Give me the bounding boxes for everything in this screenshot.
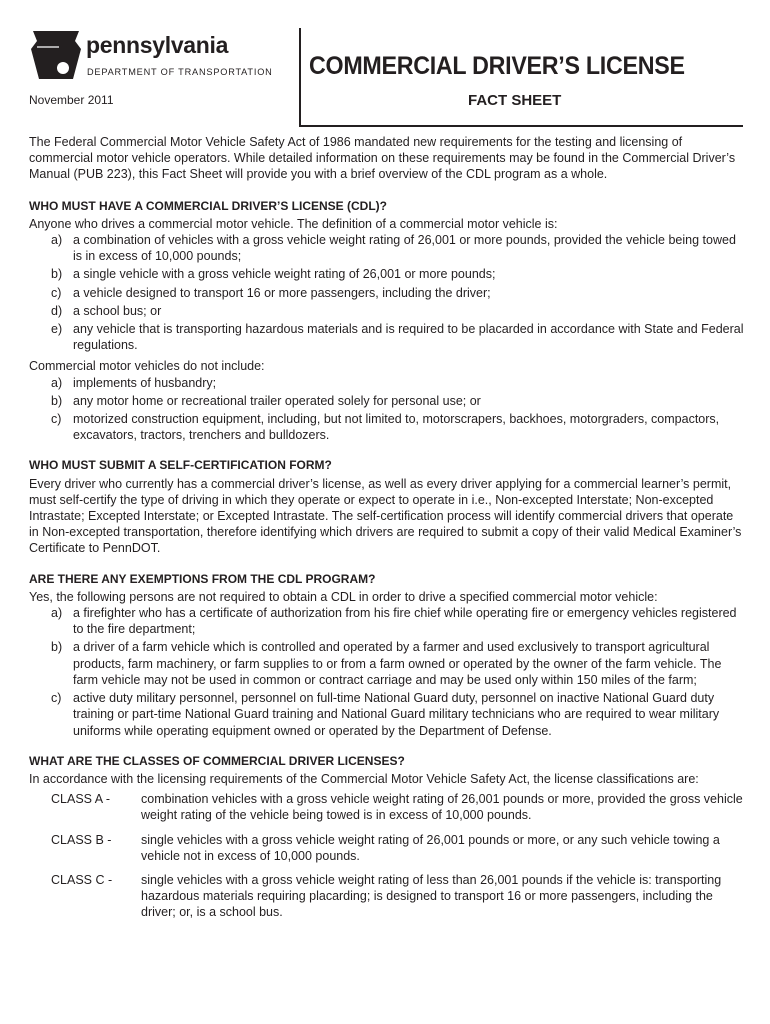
class-item — [51, 832, 745, 864]
brand-name: pennsylvania — [86, 32, 229, 58]
definition-list — [29, 232, 745, 353]
class-item — [51, 791, 745, 823]
class-label: CLASS B - — [51, 832, 112, 847]
class-label: CLASS C - — [51, 872, 113, 887]
list-item-text: active duty military personnel, personnel on full-time National Guard duty, personnel on inactive National Guard duty training or part-time National Guard training and National Guard military technicians who are required to wear military uniforms while operating equipment owned or operated by the Department of Defense. — [73, 691, 720, 738]
list-item — [29, 605, 745, 637]
section-license-classes — [29, 753, 745, 921]
list-item-text: any vehicle that is transporting hazardous materials and is required to be placarded in accordance with State and Federal regulations. — [73, 322, 744, 353]
list-item-text: a vehicle designed to transport 16 or more passengers, including the driver; — [73, 285, 491, 300]
list-item-label: c) — [51, 691, 62, 706]
section-exemptions — [29, 571, 745, 739]
document-header — [0, 0, 770, 128]
section-who-must-have-cdl — [29, 198, 745, 444]
class-text: single vehicles with a gross vehicle weight rating of less than 26,001 pounds if the vehicle is: transporting hazardous materials requiring placarding; is designed to transport 16 or more passengers, including the driver; or, is a school bus. — [141, 872, 722, 920]
list-item-label: c) — [51, 412, 62, 427]
intro-paragraph: The Federal Commercial Motor Vehicle Safety Act of 1986 mandated new requirements for the testing and licensing of commercial motor vehicle operators. While detailed information on these requirements may be found in the Commercial Driver’s Manual (PUB 223), this Fact Sheet will provide you with a brief overview of the CDL program as a whole. — [29, 135, 736, 182]
exemptions-list — [29, 605, 745, 739]
list-item — [29, 321, 745, 353]
list-item-text: a school bus; or — [73, 303, 162, 318]
class-text: combination vehicles with a gross vehicle weight rating of 26,001 pounds or more, provided the gross vehicle weight rating of the vehicle being towed is in excess of 10,000 pounds. — [141, 792, 743, 823]
list-item-label: b) — [51, 640, 63, 655]
list-item — [29, 285, 745, 301]
section-heading: ARE THERE ANY EXEMPTIONS FROM THE CDL PROGRAM? — [29, 571, 376, 586]
class-label: CLASS A - — [51, 792, 111, 807]
document-body — [29, 134, 745, 935]
list-item-label: a) — [51, 606, 63, 621]
section-lead: In accordance with the licensing requirements of the Commercial Motor Vehicle Safety Act, the license classifications are: — [29, 771, 699, 786]
brand-department: DEPARTMENT OF TRANSPORTATION — [87, 67, 273, 77]
section-lead: Yes, the following persons are not required to obtain a CDL in order to drive a specified commercial motor vehicle: — [29, 589, 658, 604]
list-item — [29, 375, 745, 391]
exclusions-lead: Commercial motor vehicles do not include: — [29, 359, 265, 374]
list-item-label: a) — [51, 375, 63, 390]
list-item-text: any motor home or recreational trailer operated solely for personal use; or — [73, 393, 481, 408]
list-item-text: a firefighter who has a certificate of authorization from his fire chief while operating fire or emergency vehicles registered to the fire department; — [73, 606, 737, 637]
list-item — [29, 411, 745, 443]
list-item-text: a combination of vehicles with a gross vehicle weight rating of 26,001 or more pounds, provided the vehicle being towed is in excess of 10,000 pounds; — [73, 233, 736, 264]
list-item-label: e) — [51, 322, 63, 337]
vertical-divider — [299, 28, 301, 126]
list-item-label: c) — [51, 285, 62, 300]
list-item-text: a single vehicle with a gross vehicle weight rating of 26,001 or more pounds; — [73, 267, 496, 282]
list-item-label: b) — [51, 393, 63, 408]
class-text: single vehicles with a gross vehicle weight rating of 26,001 pounds or more, or any such vehicle towing a vehicle not in excess of 10,000 pounds. — [141, 832, 720, 863]
section-self-certification — [29, 457, 745, 556]
section-heading: WHO MUST HAVE A COMMERCIAL DRIVER’S LICENSE (CDL)? — [29, 198, 387, 213]
list-item — [29, 232, 745, 264]
list-item-label: a) — [51, 233, 63, 248]
class-item — [51, 872, 745, 921]
section-body: Every driver who currently has a commercial driver’s license, as well as every driver applying for a commercial learner’s permit, must self-certify the type of driving in which they operate or expect to operate in i.e., Non-excepted Interstate; Non-excepted Intrastate; Excepted Interstate; or Excepted Intrastate. The self-certification process will identify commercial drivers that operate in Non-excepted transportation, therefore identifying which drivers are required to submit a copy of their valid Medical Examiner’s Certificate to PennDOT. — [29, 476, 742, 556]
publication-date: November 2011 — [29, 93, 114, 107]
list-item — [29, 266, 745, 282]
list-item — [29, 639, 745, 688]
section-heading: WHAT ARE THE CLASSES OF COMMERCIAL DRIVER LICENSES? — [29, 753, 405, 768]
page-title: COMMERCIAL DRIVER’S LICENSE — [309, 52, 685, 80]
list-item-label: d) — [51, 303, 63, 318]
list-item — [29, 393, 745, 409]
list-item-text: implements of husbandry; — [73, 375, 217, 390]
section-lead: Anyone who drives a commercial motor vehicle. The definition of a commercial motor vehicle is: — [29, 216, 558, 231]
penndot-logo — [29, 27, 273, 85]
section-heading: WHO MUST SUBMIT A SELF-CERTIFICATION FORM? — [29, 458, 332, 473]
keystone-icon — [29, 27, 83, 83]
exclusions-list — [29, 375, 745, 444]
list-item-label: b) — [51, 267, 63, 282]
horizontal-divider — [299, 125, 743, 127]
class-list — [29, 791, 745, 920]
list-item — [29, 303, 745, 319]
list-item — [29, 690, 745, 739]
list-item-text: motorized construction equipment, including, but not limited to, motorscrapers, backhoes, motorgraders, compactors, excavators, tractors, trenchers and bulldozers. — [73, 412, 720, 443]
page-subtitle: FACT SHEET — [468, 92, 562, 109]
list-item-text: a driver of a farm vehicle which is controlled and operated by a farmer and used exclusively to transport agricultural products, farm machinery, or farm supplies to or from a farm owned or operated by the owner of the farm vehicle. The farm vehicle may not be used in common or contract carriage and may be used only within 150 miles of the farm; — [73, 640, 722, 687]
